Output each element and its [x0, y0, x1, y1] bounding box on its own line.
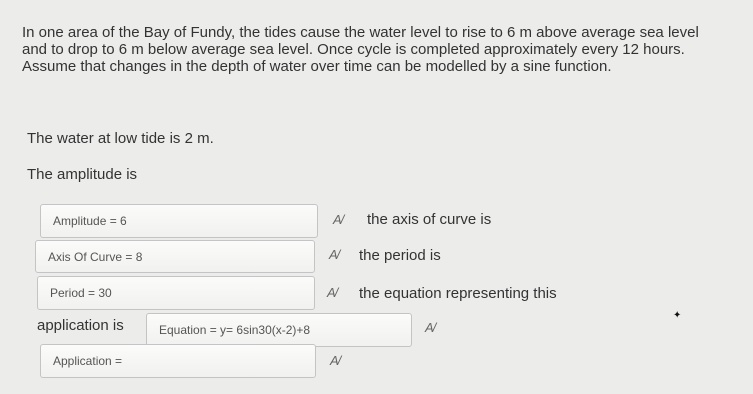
low-tide-text: The water at low tide is 2 m. [27, 130, 214, 147]
equation-prompt: the equation representing this [359, 285, 557, 302]
spellcheck-icon[interactable]: A/ [425, 320, 436, 335]
application-answer-field[interactable]: Application = [40, 344, 316, 378]
spellcheck-icon[interactable]: A/ [327, 285, 338, 300]
period-prompt: the period is [359, 247, 441, 264]
spellcheck-icon[interactable]: A/ [330, 353, 341, 368]
equation-answer-field[interactable]: Equation = y= 6sin30(x-2)+8 [146, 313, 412, 347]
period-answer-field[interactable]: Period = 30 [37, 276, 315, 310]
mouse-cursor-icon: ✦ [673, 310, 682, 321]
problem-statement: In one area of the Bay of Fundy, the tides cause the water level to rise to 6 m above average sea level and to drop to 6 m below average sea level. Once cycle is completed approximately every 12 hours. Assume that changes in the depth of water over time can be modelled by a sine function. [22, 24, 699, 75]
amplitude-prompt: The amplitude is [27, 166, 138, 183]
amplitude-answer-field[interactable]: Amplitude = 6 [40, 204, 318, 238]
spellcheck-icon[interactable]: A/ [333, 212, 344, 227]
axis-of-curve-answer-field[interactable]: Axis Of Curve = 8 [35, 240, 315, 273]
application-prompt: application is [37, 317, 124, 334]
spellcheck-icon[interactable]: A/ [329, 247, 340, 262]
axis-of-curve-prompt: the axis of curve is [367, 211, 492, 228]
